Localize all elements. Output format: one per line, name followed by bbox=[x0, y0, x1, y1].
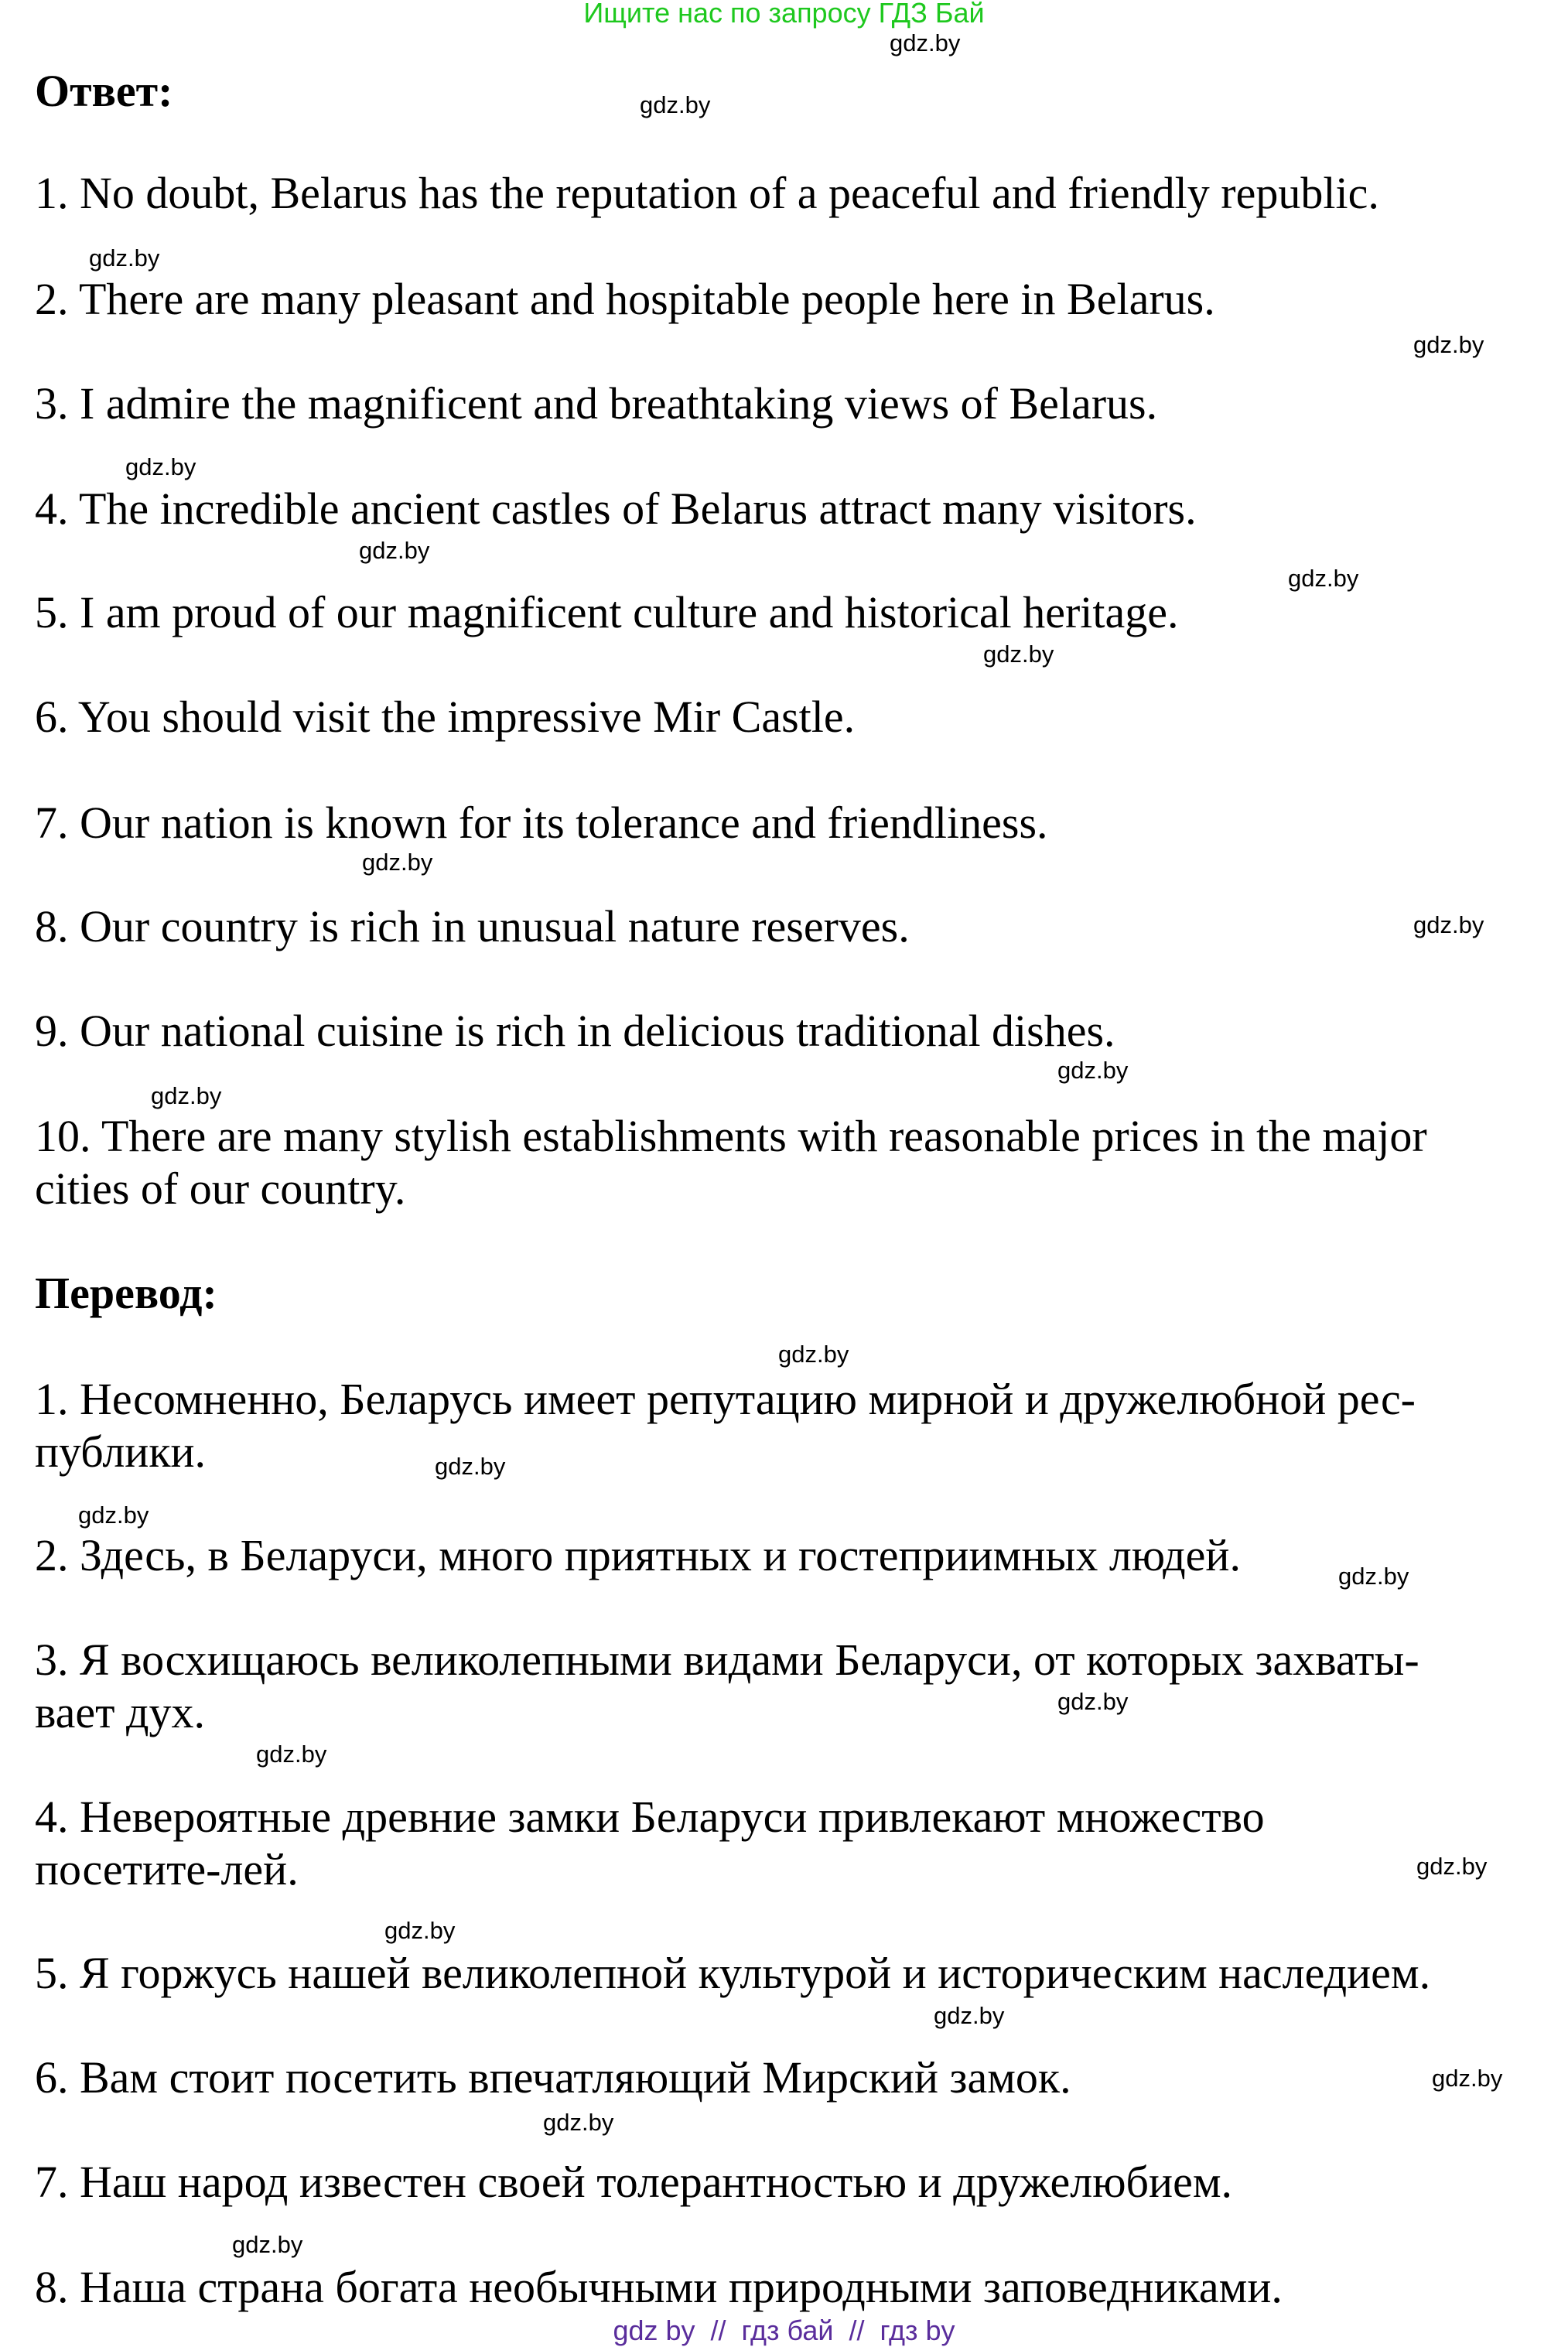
answer-item: 7. Our nation is known for its tolerance and friendliness. bbox=[35, 798, 1048, 848]
translation-item: 8. Наша страна богата необычными природными заповедниками. bbox=[35, 2262, 1283, 2312]
translation-item: 2. Здесь, в Беларуси, много приятных и гостеприимных людей. bbox=[35, 1530, 1241, 1580]
watermark: gdz.by bbox=[1057, 1688, 1129, 1715]
translation-item: 6. Вам стоит посетить впечатляющий Мирский замок. bbox=[35, 2052, 1071, 2103]
watermark: gdz.by bbox=[435, 1453, 506, 1480]
answer-item: 6. You should visit the impressive Mir Castle. bbox=[35, 692, 856, 742]
translation-item: 7. Наш народ известен своей толерантностью и дружелюбием. bbox=[35, 2157, 1233, 2207]
translation-item: 4. Невероятные древние замки Беларуси привлекают множество посетите-лей. bbox=[35, 1792, 1265, 1894]
watermark: gdz.by bbox=[232, 2231, 303, 2258]
answer-item: 2. There are many pleasant and hospitable people here in Belarus. bbox=[35, 274, 1215, 324]
watermark: gdz.by bbox=[1338, 1563, 1409, 1590]
watermark: gdz.by bbox=[1432, 2065, 1503, 2092]
answer-heading: Ответ: bbox=[35, 66, 173, 116]
watermark: gdz.by bbox=[934, 2002, 1005, 2029]
answer-item: 9. Our national cuisine is rich in delicious traditional dishes. bbox=[35, 1006, 1115, 1056]
watermark: gdz.by bbox=[151, 1082, 222, 1109]
translation-heading: Перевод: bbox=[35, 1268, 217, 1318]
watermark: gdz.by bbox=[543, 2109, 614, 2136]
watermark: gdz.by bbox=[256, 1741, 327, 1768]
translation-item: 1. Несомненно, Беларусь имеет репутацию мирной и дружелюбной рес-публики. bbox=[35, 1374, 1416, 1477]
watermark: gdz.by bbox=[983, 641, 1054, 668]
watermark: gdz.by bbox=[1413, 331, 1484, 358]
answer-item: 10. There are many stylish establishments with reasonable prices in the major cities of our country. bbox=[35, 1111, 1427, 1214]
answer-item: 5. I am proud of our magnificent culture and historical heritage. bbox=[35, 587, 1179, 637]
answer-item: 4. The incredible ancient castles of Belarus attract many visitors. bbox=[35, 483, 1197, 534]
search-banner: Ищите нас по запросу ГДЗ Бай bbox=[583, 0, 985, 29]
watermark: gdz.by bbox=[1288, 565, 1359, 592]
answer-item: 8. Our country is rich in unusual nature reserves. bbox=[35, 901, 910, 951]
translation-item: 3. Я восхищаюсь великолепными видами Беларуси, от которых захваты-вает дух. bbox=[35, 1635, 1419, 1737]
watermark: gdz.by bbox=[1057, 1057, 1129, 1084]
watermark: gdz.by bbox=[359, 537, 430, 564]
watermark: gdz.by bbox=[384, 1917, 456, 1944]
watermark: gdz.by bbox=[778, 1341, 849, 1368]
watermark: gdz.by bbox=[89, 244, 160, 272]
answer-item: 3. I admire the magnificent and breathtaking views of Belarus. bbox=[35, 378, 1158, 429]
watermark: gdz.by bbox=[78, 1501, 149, 1529]
watermark: gdz.by bbox=[890, 29, 961, 56]
watermark: gdz.by bbox=[1413, 911, 1484, 938]
answer-item: 1. No doubt, Belarus has the reputation of a peaceful and friendly republic. bbox=[35, 168, 1379, 218]
footer-links: gdz by // гдз бай // гдз by bbox=[613, 2315, 955, 2346]
watermark: gdz.by bbox=[125, 453, 196, 480]
translation-item: 5. Я горжусь нашей великолепной культурой и историческим наследием. bbox=[35, 1948, 1431, 1998]
watermark: gdz.by bbox=[1416, 1853, 1488, 1880]
watermark: gdz.by bbox=[362, 849, 433, 876]
watermark: gdz.by bbox=[640, 91, 711, 118]
